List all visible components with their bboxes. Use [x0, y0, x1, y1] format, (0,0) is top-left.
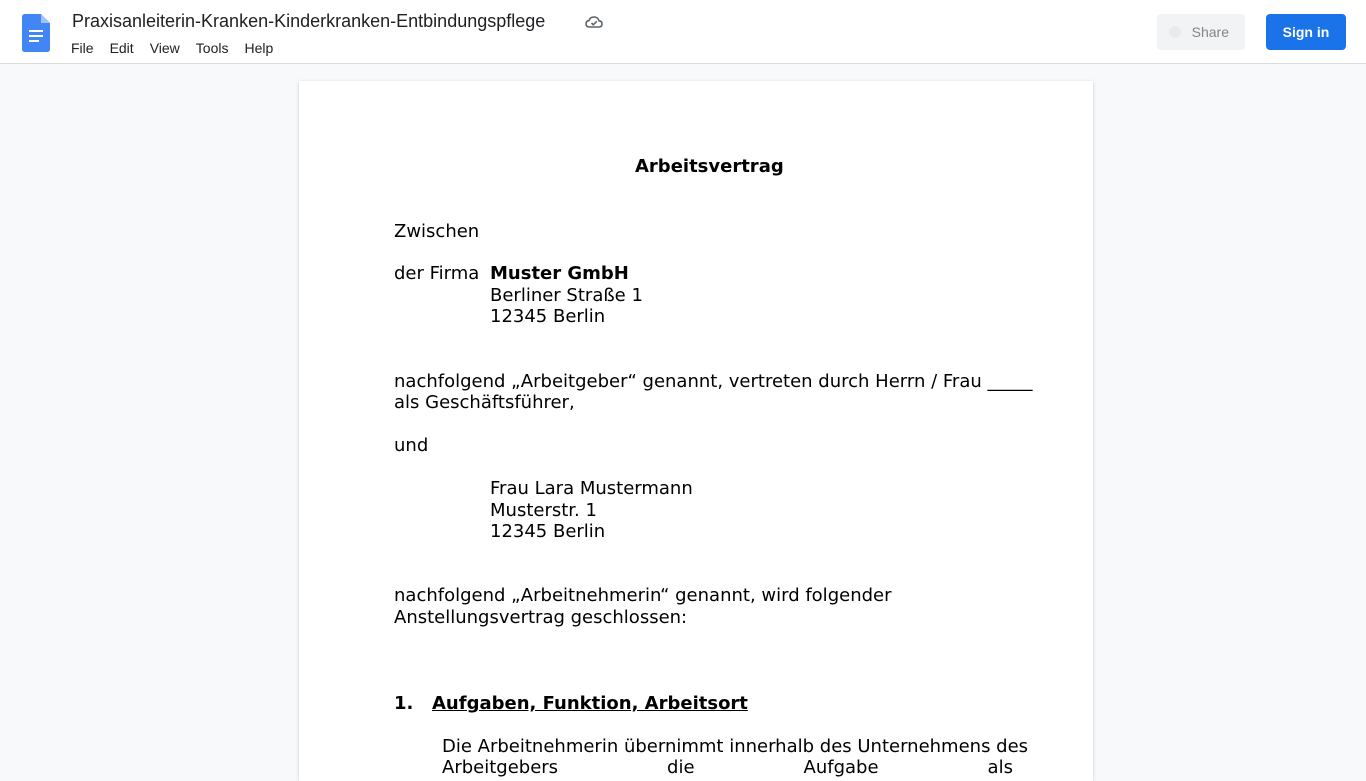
section-1-title: Aufgaben, Funktion, Arbeitsort [432, 693, 748, 714]
document-title[interactable]: Praxisanleiterin-Kranken-Kinderkranken-Entbindungspflege [72, 11, 546, 31]
docs-icon[interactable] [22, 14, 50, 52]
document-page[interactable] [299, 81, 1093, 781]
and-text: und [394, 435, 429, 456]
menu-bar [63, 38, 281, 58]
section-1-number: 1. [394, 693, 414, 714]
firm-label: der Firma [394, 263, 480, 284]
employer-line-1: nachfolgend „Arbeitgeber“ genannt, vertreten durch Herrn / Frau _____ [394, 371, 1033, 392]
section-1-text-line-2 [442, 757, 1013, 779]
employee-street: Musterstr. 1 [490, 500, 597, 521]
lock-icon [1169, 26, 1181, 38]
word: als [987, 757, 1013, 778]
section-1-text-line-1: Die Arbeitnehmerin übernimmt innerhalb des Unternehmens des [442, 736, 1029, 757]
employee-name: Frau Lara Mustermann [490, 478, 693, 499]
firm-street: Berliner Straße 1 [490, 285, 643, 306]
between-text: Zwischen [394, 221, 480, 242]
menu-help[interactable]: Help [244, 40, 274, 56]
menu-view[interactable]: View [149, 40, 180, 56]
menu-tools[interactable]: Tools [195, 40, 229, 56]
word: Aufgabe [803, 757, 879, 778]
share-button[interactable] [1157, 14, 1245, 50]
word: die [667, 757, 695, 778]
employer-line-2: als Geschäftsführer, [394, 392, 575, 413]
employee-line-1: nachfolgend „Arbeitnehmerin“ genannt, wird folgender [394, 585, 892, 606]
share-label: Share [1191, 24, 1229, 40]
cloud-icon[interactable] [584, 12, 604, 32]
menu-edit[interactable]: Edit [109, 40, 134, 56]
employee-line-2: Anstellungsvertrag geschlossen: [394, 607, 688, 628]
top-bar [0, 0, 1366, 64]
word: Arbeitgebers [442, 757, 559, 778]
sign-in-button[interactable]: Sign in [1266, 14, 1346, 50]
firm-city: 12345 Berlin [490, 306, 606, 327]
menu-file[interactable]: File [71, 40, 94, 56]
employee-city: 12345 Berlin [490, 521, 606, 542]
document-heading: Arbeitsvertrag [635, 156, 784, 177]
firm-name: Muster GmbH [490, 263, 629, 284]
